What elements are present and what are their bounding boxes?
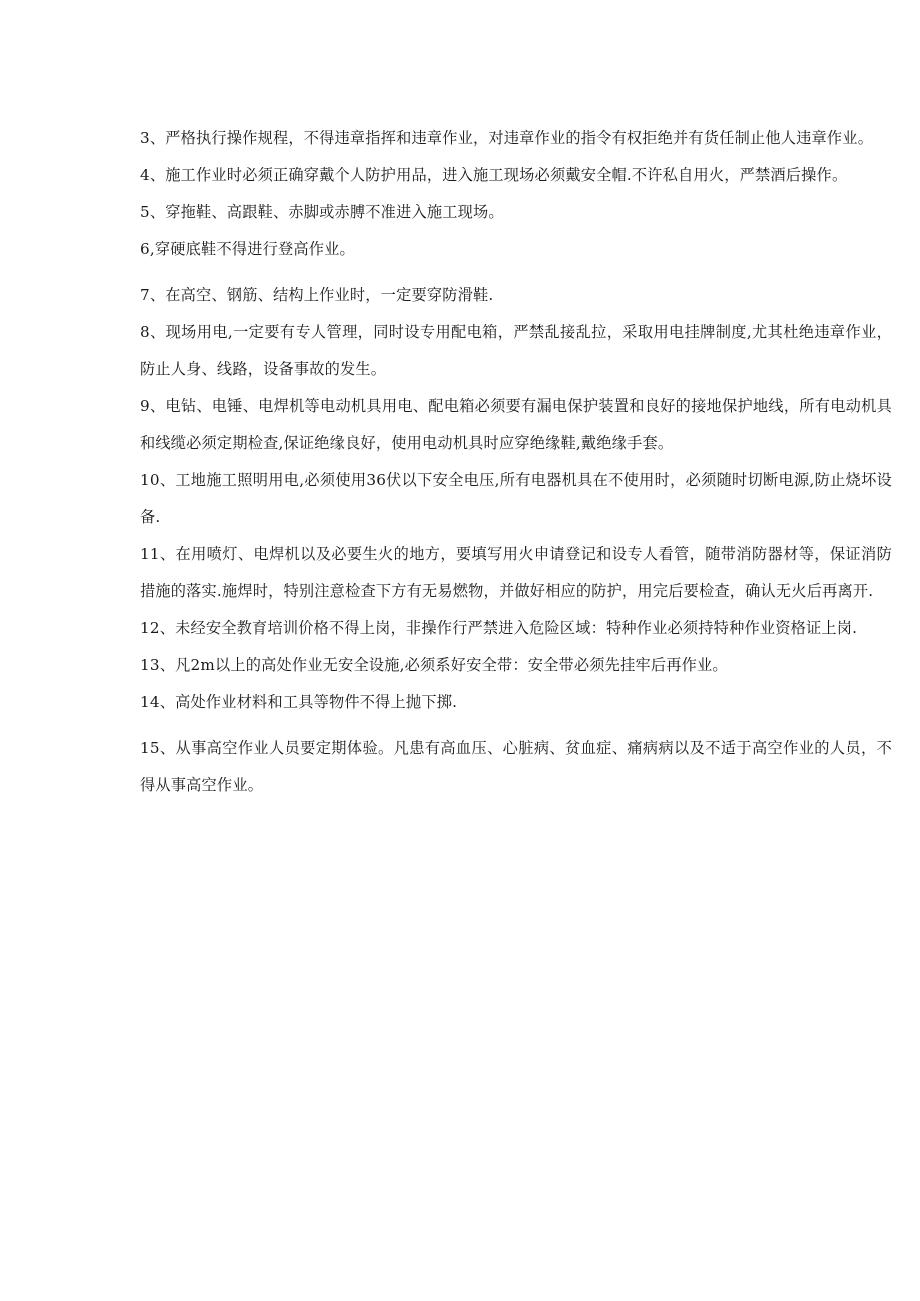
rule-item-5: 5、穿拖鞋、高跟鞋、赤脚或赤膊不准进入施工现场。	[140, 203, 504, 221]
rule-item-11: 11、在用喷灯、电焊机以及必要生火的地方，要填写用火申请登记和设专人看管，随带消防器材等，保证消防措施的落实.施焊时，特别注意检查下方有无易燃物，并做好相应的防护，用完后要检查，确认无火后再离开.	[140, 545, 892, 600]
rule-item-14: 14、高处作业材料和工具等物件不得上抛下掷.	[140, 693, 458, 711]
rule-item-7: 7、在高空、钢筋、结构上作业时，一定要穿防滑鞋.	[140, 286, 494, 304]
rule-item-9: 9、电钻、电锤、电焊机等电动机具用电、配电箱必须要有漏电保护装置和良好的接地保护地线，所有电动机具和线缆必须定期检查,保证绝缘良好，使用电动机具时应穿绝缘鞋,戴绝缘手套。	[140, 397, 892, 452]
rule-item-8: 8、现场用电,一定要有专人管理，同时设专用配电箱，严禁乱接乱拉，采取用电挂牌制度,尤其杜绝违章作业，防止人身、线路，设备事故的发生。	[140, 323, 892, 378]
rule-item-15: 15、从事高空作业人员要定期体验。凡患有高血压、心脏病、贫血症、痛病病以及不适于高空作业的人员，不得从事高空作业。	[140, 739, 892, 794]
document-body	[140, 120, 892, 804]
rule-item-6: 6,穿硬底鞋不得进行登高作业。	[140, 240, 355, 258]
rule-item-10: 10、工地施工照明用电,必须使用36伏以下安全电压,所有电器机具在不使用时，必须随时切断电源,防止烧坏设备.	[140, 471, 892, 526]
rule-item-4: 4、施工作业时必须正确穿戴个人防护用品，进入施工现场必须戴安全帽.不许私自用火，严禁酒后操作。	[140, 166, 848, 184]
rule-item-3: 3、严格执行操作规程，不得违章指挥和违章作业，对违章作业的指令有权拒绝并有货任制止他人违章作业。	[140, 129, 874, 147]
paragraph-gap	[140, 721, 892, 730]
paragraph-gap	[140, 268, 892, 277]
rule-item-13: 13、凡2m以上的高处作业无安全设施,必须系好安全带：安全带必须先挂牢后再作业。	[140, 656, 728, 674]
rule-item-12: 12、未经安全教育培训价格不得上岗，非操作行严禁进入危险区域：特种作业必须持特种作业资格证上岗.	[140, 619, 858, 637]
